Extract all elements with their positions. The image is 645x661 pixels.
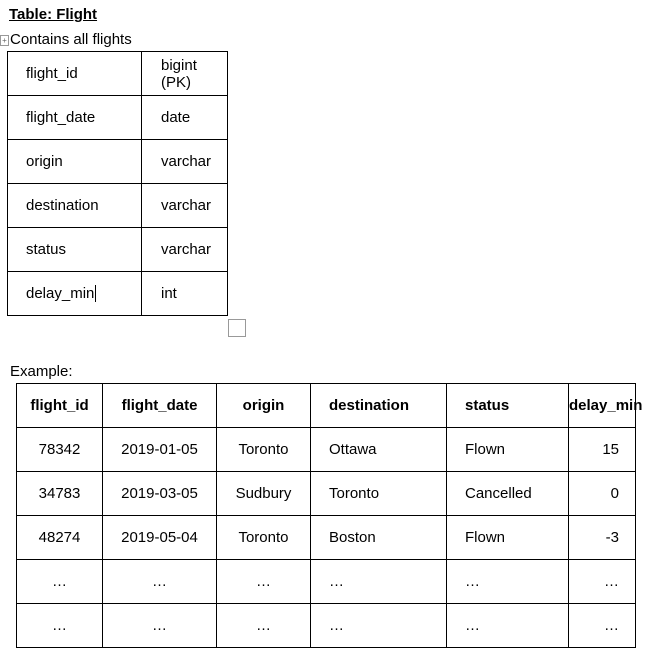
column-type-cell[interactable]: varchar [142,184,228,228]
table-move-handle-icon[interactable]: + [0,35,9,46]
schema-row [8,184,228,228]
table-cell[interactable]: … [17,560,103,604]
table-cell[interactable]: … [311,560,447,604]
column-name-cell[interactable]: delay_min [8,272,142,316]
table-cell[interactable]: -3 [569,516,636,560]
table-cell[interactable]: … [103,560,217,604]
example-table [16,383,643,648]
column-type-cell[interactable]: varchar [142,228,228,272]
table-cell[interactable]: 2019-03-05 [103,472,217,516]
table-row [17,516,636,560]
schema-row [8,272,228,316]
table-cell[interactable]: Ottawa [311,428,447,472]
table-row [17,472,636,516]
table-description: Contains all flights [10,31,132,48]
table-cell[interactable]: … [569,560,636,604]
table-cell[interactable]: Sudbury [217,472,311,516]
table-cell[interactable]: 78342 [17,428,103,472]
table-cell[interactable]: Boston [311,516,447,560]
schema-row [8,140,228,184]
schema-row [8,52,228,96]
schema-row [8,96,228,140]
column-type-cell[interactable]: varchar [142,140,228,184]
table-cell[interactable]: Toronto [217,516,311,560]
column-name-cell[interactable]: flight_date [8,96,142,140]
table-cell[interactable]: 0 [569,472,636,516]
header-cell[interactable]: flight_date [103,384,217,428]
table-cell[interactable]: 34783 [17,472,103,516]
header-cell[interactable]: status [447,384,569,428]
table-cell[interactable]: Cancelled [447,472,569,516]
column-name-cell[interactable]: flight_id [8,52,142,96]
table-row [17,604,636,648]
header-cell[interactable]: origin [217,384,311,428]
header-row [17,384,636,428]
table-cell[interactable]: … [311,604,447,648]
table-row [17,428,636,472]
table-title: Table: Flight [9,6,98,23]
column-name-cell[interactable]: origin [8,140,142,184]
table-cell[interactable]: 2019-05-04 [103,516,217,560]
table-cell[interactable]: 48274 [17,516,103,560]
table-cell[interactable]: Toronto [311,472,447,516]
header-cell[interactable]: delay_min [569,384,636,428]
schema-table [7,51,228,316]
table-cell[interactable]: Flown [447,428,569,472]
table-cell[interactable]: … [447,604,569,648]
table-cell[interactable]: … [217,560,311,604]
column-type-cell[interactable]: bigint (PK) [142,52,228,96]
column-name-cell[interactable]: status [8,228,142,272]
table-cell[interactable]: … [17,604,103,648]
table-cell[interactable]: … [447,560,569,604]
table-cell[interactable]: … [569,604,636,648]
schema-row [8,228,228,272]
header-cell[interactable]: flight_id [17,384,103,428]
table-cell[interactable]: 2019-01-05 [103,428,217,472]
column-name-cell[interactable]: destination [8,184,142,228]
table-cell[interactable]: … [217,604,311,648]
text-cursor [95,285,96,302]
header-cell[interactable]: destination [311,384,447,428]
example-label: Example: [10,363,73,380]
table-row [17,560,636,604]
table-cell[interactable]: Toronto [217,428,311,472]
table-resize-handle-icon[interactable] [228,319,246,337]
table-cell[interactable]: Flown [447,516,569,560]
column-type-cell[interactable]: int [142,272,228,316]
table-cell[interactable]: … [103,604,217,648]
table-cell[interactable]: 15 [569,428,636,472]
column-type-cell[interactable]: date [142,96,228,140]
